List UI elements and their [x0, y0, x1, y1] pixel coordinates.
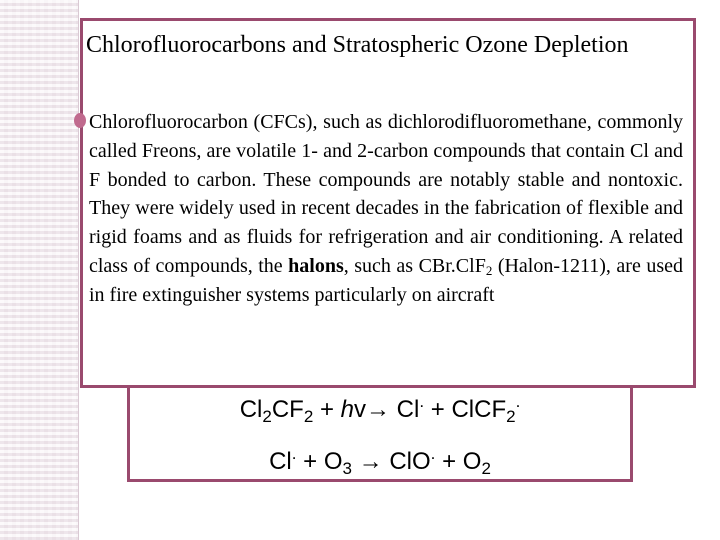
eq1-subscript: 2 [303, 407, 314, 426]
body-text-part2: , such as CBr.ClF [343, 254, 486, 277]
equation-photolysis [130, 392, 630, 426]
eq1-part: + ClCF [424, 396, 507, 423]
body-halons-term: halons [288, 254, 344, 277]
eq2-subscript: 2 [481, 459, 491, 478]
equation-ozone-destruction [130, 444, 630, 478]
slide-title: Chlorofluorocarbons and Stratospheric Ozone Depletion [86, 32, 629, 58]
eq1-h-symbol: h [340, 396, 355, 423]
eq2-part: + O [435, 448, 482, 475]
eq2-part: Cl [269, 448, 292, 475]
body-paragraph [89, 108, 683, 310]
eq1-subscript: 2 [506, 407, 516, 426]
body-text-part3: (Halon-1211), are used in fire extinguisher systems particularly on aircraft [89, 254, 683, 306]
eq1-part: + [313, 396, 341, 423]
eq1-radical-dot: . [515, 392, 521, 411]
body-subscript: 2 [485, 262, 493, 278]
eq1-part: Cl [239, 396, 263, 423]
eq2-radical-dot: . [291, 444, 297, 463]
eq2-part: → ClO [352, 448, 431, 475]
eq1-nu-symbol: v [354, 396, 367, 423]
bullet-icon [74, 113, 86, 128]
eq1-part: → Cl [366, 396, 420, 423]
eq2-part: + O [296, 448, 343, 475]
eq1-radical-dot: . [419, 392, 425, 411]
body-text-part1: Chlorofluorocarbon (CFCs), such as dichlorodifluoromethane, commonly called Freons, are volatile 1- and 2-carbon compounds that contain Cl and F bonded to carbon. These compounds are notably stable and nontoxic. They were widely used in recent decades in the fabrication of flexible and rigid foams and as fluids for refrigeration and air conditioning. A related class of compounds, the [89, 111, 683, 277]
eq2-radical-dot: . [430, 444, 436, 463]
eq1-part: CF [271, 396, 304, 423]
decorative-left-band [0, 0, 79, 540]
eq1-subscript: 2 [262, 407, 272, 426]
eq2-subscript: 3 [342, 459, 352, 478]
